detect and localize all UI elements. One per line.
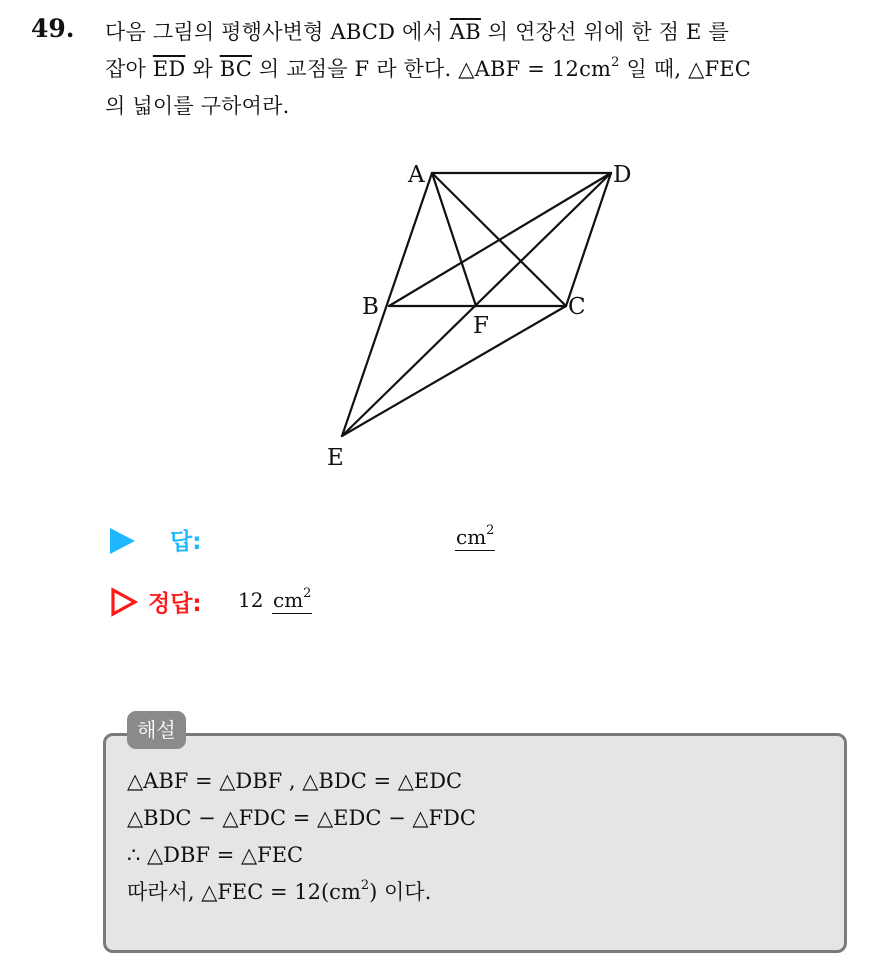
answer-row: [110, 523, 610, 557]
correct-answer-row: [110, 585, 610, 619]
label-a: A: [408, 162, 425, 188]
explanation-line-3: ∴ △DBF = △FEC: [127, 843, 304, 867]
answer-unit-blank[interactable]: $cm^2$: [456, 523, 495, 549]
answer-label: 답:: [170, 529, 202, 555]
segment-af: [432, 173, 476, 306]
explanation-line-4: 따라서, △FEC = $12(cm^2)$ 이다.: [127, 878, 432, 904]
correct-answer-unit: $cm^2$: [273, 586, 312, 612]
explanation-text: [127, 763, 476, 911]
question-number: 49.: [31, 14, 75, 43]
label-d: D: [613, 162, 632, 188]
correct-answer-label: 정답:: [148, 591, 202, 617]
label-f: F: [473, 313, 489, 339]
label-b: B: [362, 294, 379, 320]
question-line-1: 다음 그림의 평행사변형 ABCD 에서 $\overline{AB}$ 의 연장선 위에 한 점 E 를: [105, 20, 729, 44]
explanation-line-2: △BDC − △FDC = △EDC − △FDC: [127, 806, 476, 830]
segment-ae: [342, 173, 432, 436]
filled-right-triangle-icon: [110, 528, 135, 554]
outline-right-triangle-icon: [110, 587, 138, 617]
question-line-3: 의 넓이를 구하여라.: [105, 94, 290, 118]
segment-bc: $\overline{BC}$: [219, 57, 252, 81]
explanation-line-1: △ABF = △DBF , △BDC = △EDC: [127, 769, 463, 793]
segment-ed: $\overline{ED}$: [152, 57, 186, 81]
explanation-tag: 해설: [127, 711, 186, 749]
segment-dc: [566, 173, 611, 306]
correct-answer-value: 12: [238, 588, 264, 612]
segment-bd: [389, 173, 611, 306]
parallelogram-figure: [310, 150, 670, 470]
label-e: E: [327, 445, 344, 470]
question-text: [105, 14, 865, 125]
segment-ab: $\overline{AB}$: [449, 20, 481, 44]
question-line-2: 잡아 $\overline{ED}$ 와 $\overline{BC}$ 의 교점을 F 라 한다. △ABF = $12cm^2$ 일 때, △FEC: [105, 55, 752, 81]
label-c: C: [568, 294, 586, 320]
